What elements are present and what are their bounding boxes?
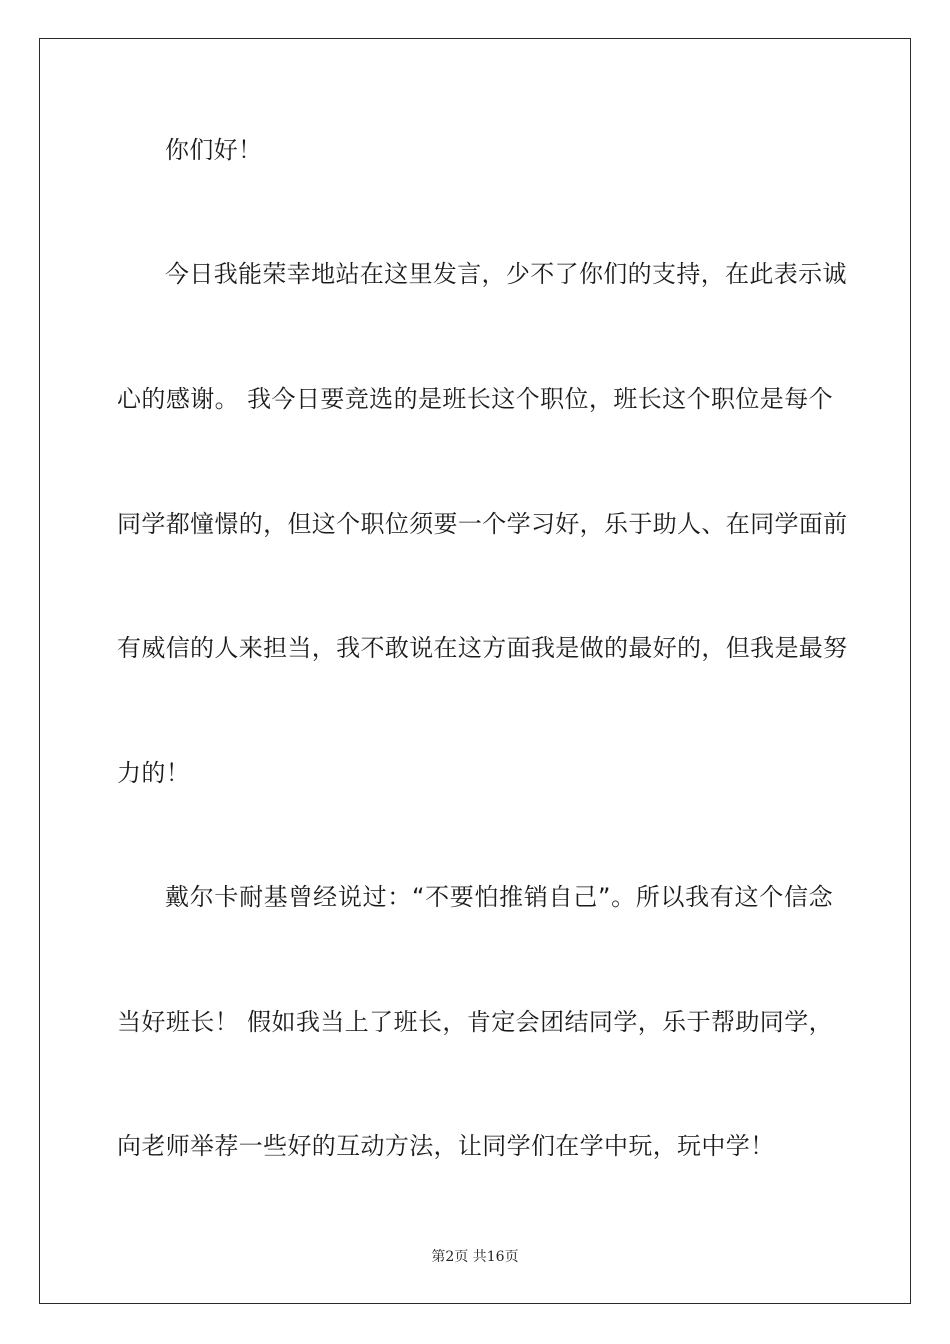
paragraph-line: 有威信的人来担当，我不敢说在这方面我是做的最好的，但我是最努 (117, 634, 848, 662)
page-frame (39, 38, 911, 1304)
paragraph-line: 心的感谢。 我今日要竞选的是班长这个职位，班长这个职位是每个 (117, 385, 833, 413)
paragraph-line: 今日我能荣幸地站在这里发言，少不了你们的支持，在此表示诚 (165, 260, 847, 288)
paragraph-line: 力的！ (117, 759, 191, 787)
paragraph-line: 当好班长！ 假如我当上了班长，肯定会团结同学，乐于帮助同学， (117, 1008, 833, 1036)
paragraph-line: 戴尔卡耐基曾经说过：“不要怕推销自己”。所以我有这个信念 (165, 883, 833, 911)
paragraph-line: 同学都憧憬的，但这个职位须要一个学习好，乐于助人、在同学面前 (117, 510, 848, 538)
greeting-line: 你们好！ (165, 136, 263, 164)
page-number: 第2页 共16页 (431, 1249, 519, 1265)
paragraph-line: 向老师举荐一些好的互动方法，让同学们在学中玩，玩中学！ (117, 1132, 775, 1160)
